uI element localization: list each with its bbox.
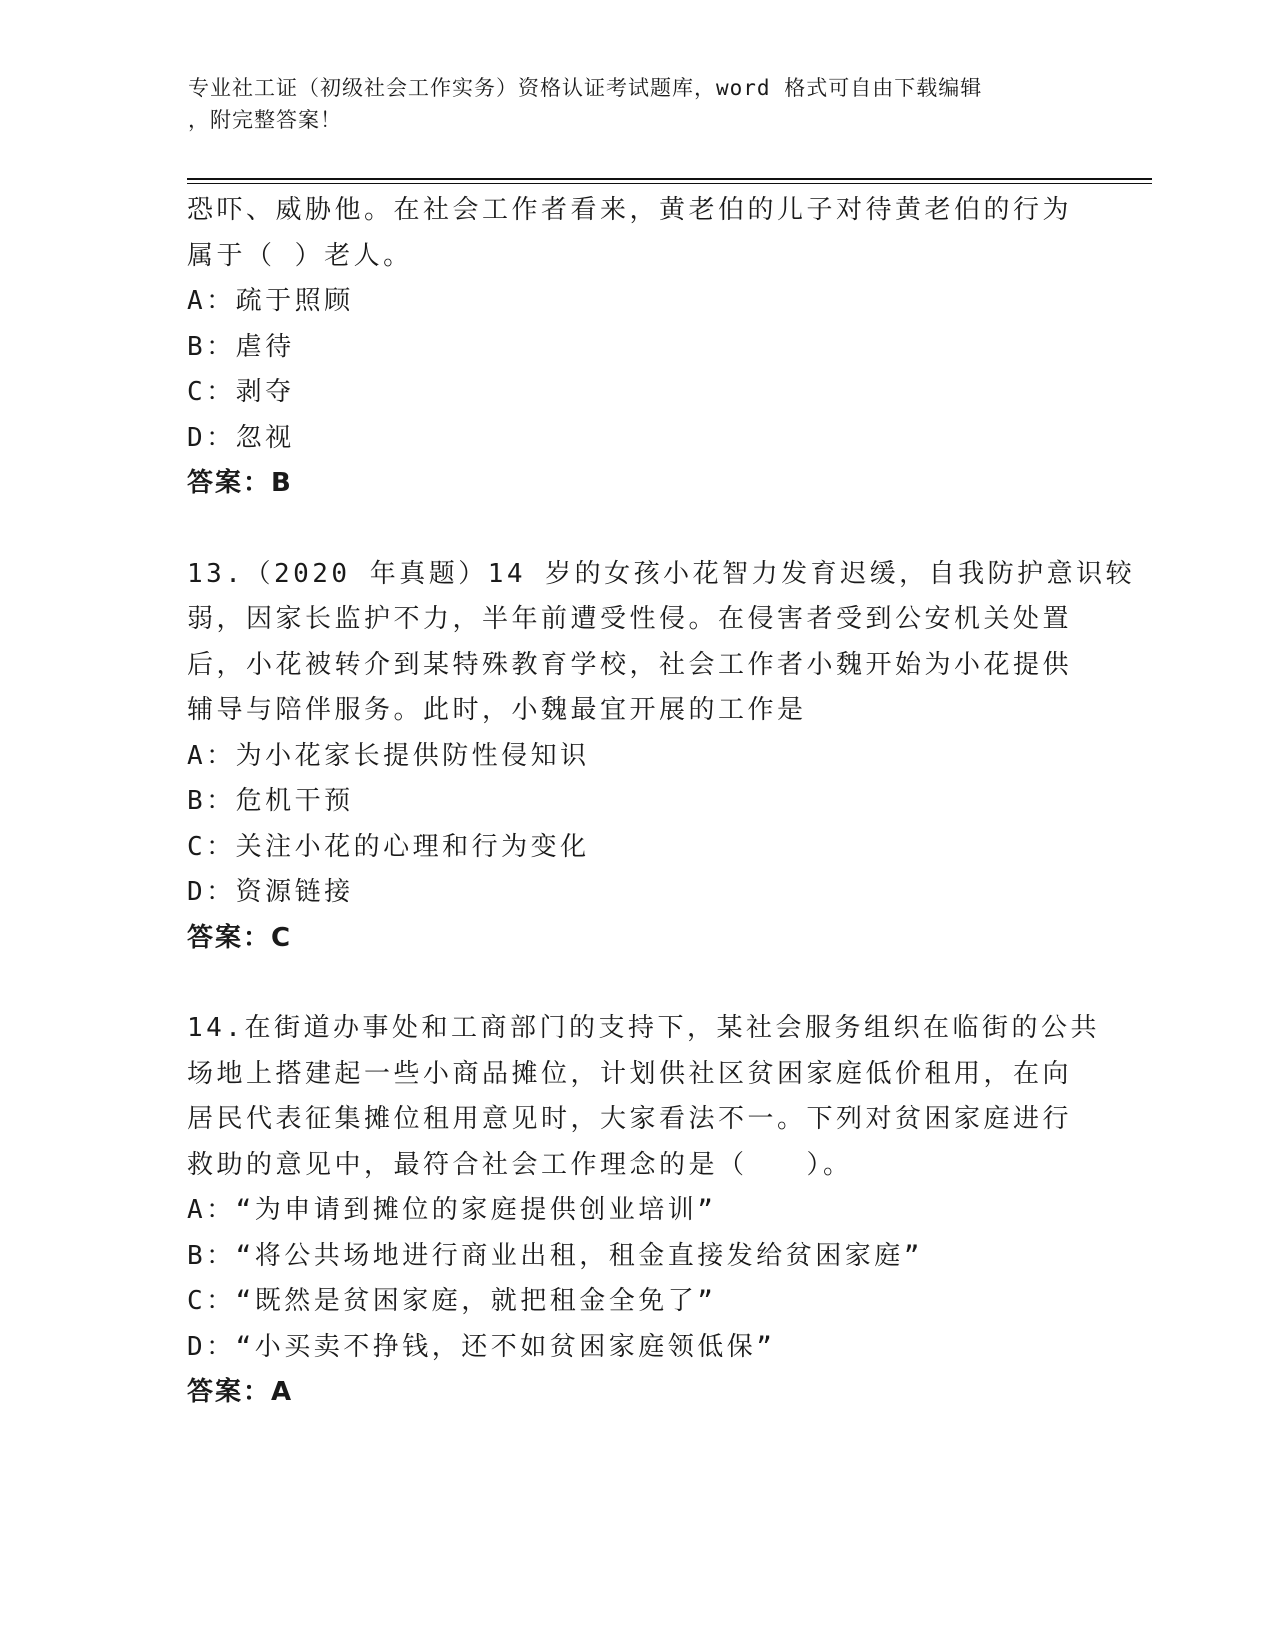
question-stem-line: 14.在街道办事处和工商部门的支持下，某社会服务组织在临街的公共: [187, 1013, 1100, 1043]
option-a: A：“为申请到摊位的家庭提供创业培训”: [187, 1195, 717, 1225]
document-header: [188, 72, 1068, 136]
header-divider-thin: [187, 183, 1152, 184]
option-b: B：危机干预: [187, 786, 354, 816]
question-spacer: [187, 961, 1087, 1006]
question-12: [187, 188, 1087, 507]
question-stem-line: 辅导与陪伴服务。此时，小魏最宜开展的工作是: [187, 695, 807, 725]
question-stem-line: 场地上搭建起一些小商品摊位，计划供社区贫困家庭低价租用，在向: [187, 1058, 1073, 1089]
option-c: C：关注小花的心理和行为变化: [187, 831, 590, 862]
option-b: B：“将公共场地进行商业出租，租金直接发给贫困家庭”: [187, 1240, 923, 1271]
header-divider-thick: [187, 178, 1152, 180]
question-stem-line: 救助的意见中，最符合社会工作理念的是（ ）。: [187, 1149, 853, 1180]
question-13: [187, 552, 1136, 962]
question-stem-line: 13.（2020 年真题）14 岁的女孩小花智力发育迟缓，自我防护意识较: [187, 558, 1136, 589]
option-d: D：资源链接: [187, 877, 354, 907]
option-a: A：疏于照顾: [187, 286, 354, 316]
option-c: C：“既然是贫困家庭，就把租金全免了”: [187, 1286, 717, 1316]
header-line-2: ，附完整答案！: [188, 108, 342, 132]
question-stem-line: 弱，因家长监护不力，半年前遭受性侵。在侵害者受到公安机关处置: [187, 604, 1073, 634]
header-line-1: 专业社工证（初级社会工作实务）资格认证考试题库，word 格式可自由下载编辑: [188, 76, 983, 100]
answer-line: 答案：C: [187, 922, 293, 953]
question-stem-line: 后，小花被转介到某特殊教育学校，社会工作者小魏开始为小花提供: [187, 649, 1073, 680]
option-d: D：忽视: [187, 422, 295, 453]
answer-line: 答案：A: [187, 1377, 294, 1407]
question-stem-line: 恐吓、威胁他。在社会工作者看来，黄老伯的儿子对待黄老伯的行为: [187, 195, 1073, 225]
question-list: [187, 188, 1136, 1416]
question-stem-line: 属于（ ）老人。: [187, 240, 413, 271]
option-a: A：为小花家长提供防性侵知识: [187, 740, 590, 771]
question-14: [187, 1006, 1100, 1416]
option-c: C：剥夺: [187, 377, 295, 407]
question-spacer: [187, 507, 1087, 552]
question-stem-line: 居民代表征集摊位租用意见时，大家看法不一。下列对贫困家庭进行: [187, 1104, 1073, 1134]
answer-line: 答案：B: [187, 468, 293, 498]
option-d: D：“小买卖不挣钱，还不如贫困家庭领低保”: [187, 1331, 776, 1362]
option-b: B：虐待: [187, 331, 295, 362]
